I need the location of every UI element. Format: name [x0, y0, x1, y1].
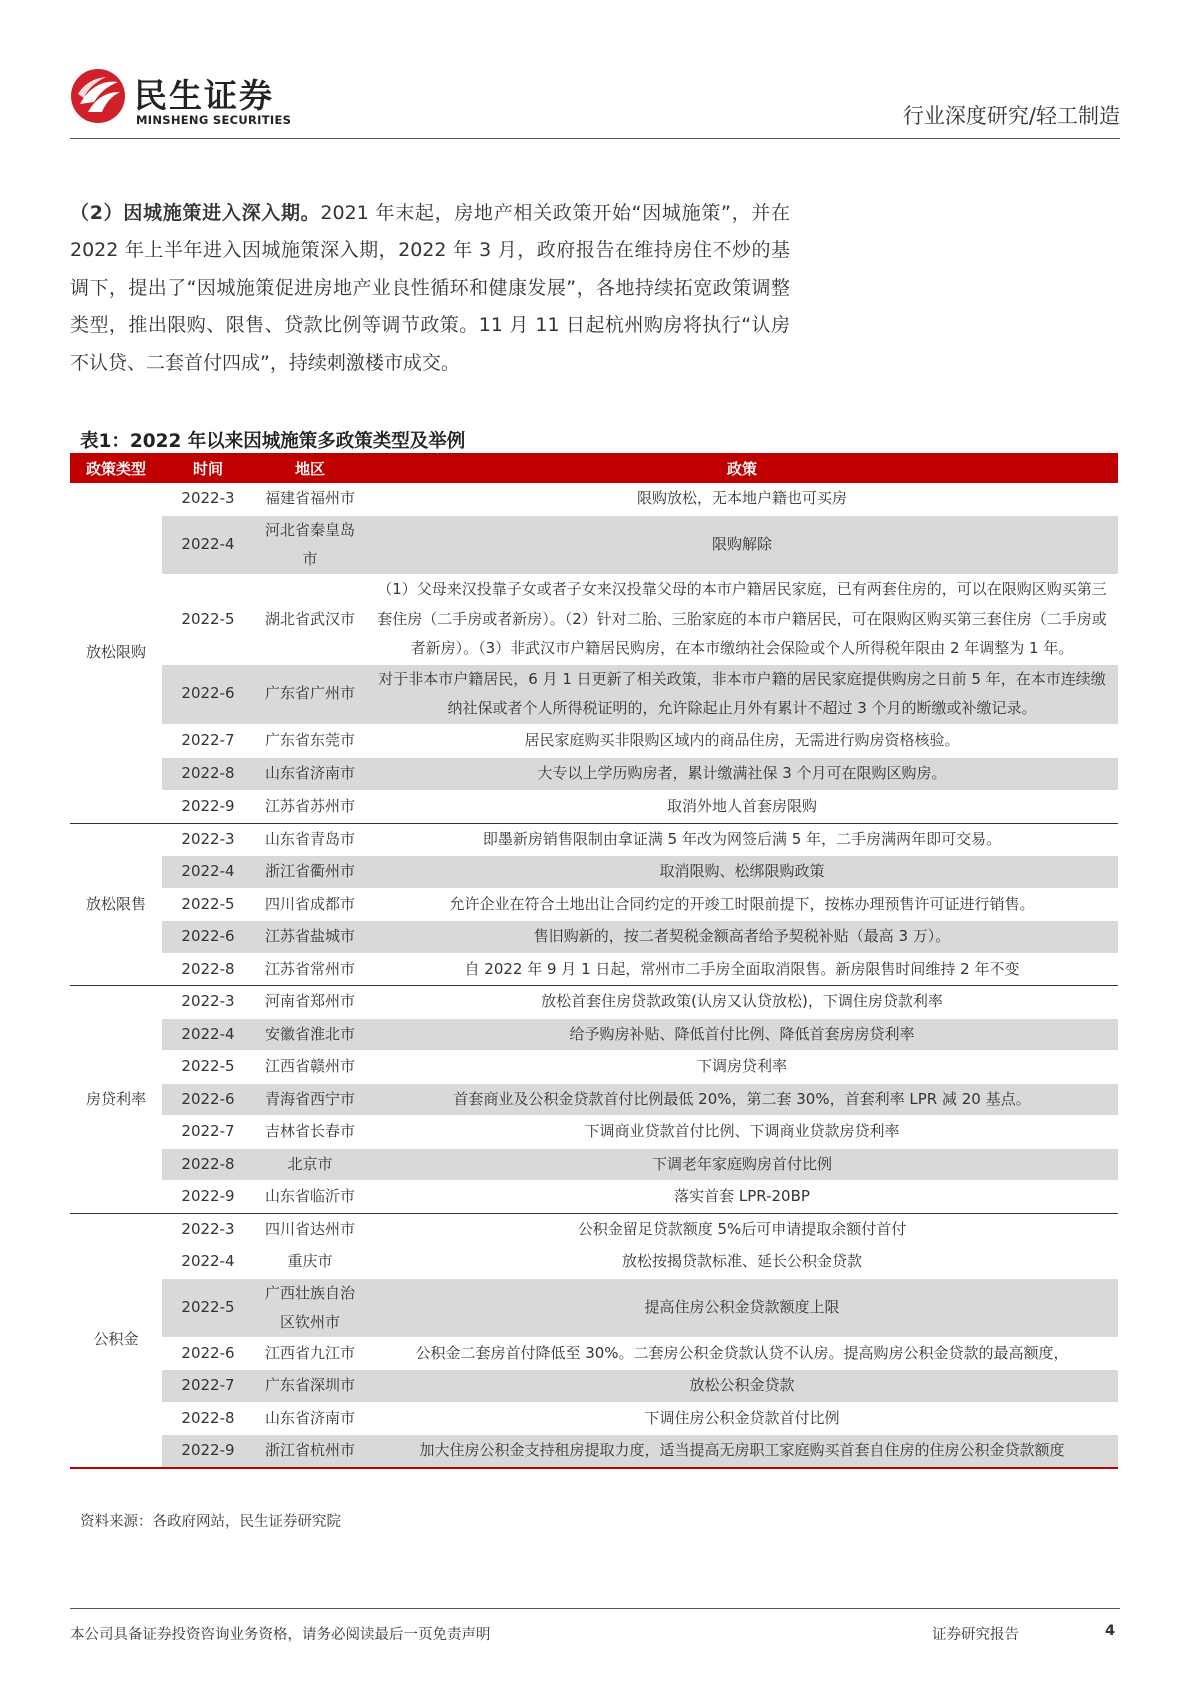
time-cell: 2022-9 [162, 1181, 254, 1214]
time-cell: 2022-7 [162, 1370, 254, 1403]
policy-cell: 放松公积金贷款 [366, 1370, 1118, 1403]
column-header-region: 地区 [254, 453, 366, 483]
policy-cell: 提高住房公积金贷款额度上限 [366, 1278, 1118, 1337]
policy-cell: 居民家庭购买非限购区域内的商品住房，无需进行购房资格核验。 [366, 724, 1118, 757]
time-cell: 2022-5 [162, 575, 254, 665]
policy-cell: 公积金二套房首付降低至 30%。二套房公积金贷款认贷不认房。提高购房公积金贷款的最高额度， [366, 1337, 1118, 1370]
time-cell: 2022-9 [162, 790, 254, 823]
report-section-label: 行业深度研究/轻工制造 [902, 104, 1120, 128]
region-cell: 青海省西宁市 [254, 1083, 366, 1116]
table-row [70, 1051, 1118, 1084]
table-row [70, 516, 1118, 575]
policy-cell: 允许企业在符合土地出让合同约定的开竣工时限前提下，按栋办理预售许可证进行销售。 [366, 888, 1118, 921]
time-cell: 2022-4 [162, 1246, 254, 1279]
policy-cell: 下调老年家庭购房首付比例 [366, 1148, 1118, 1181]
time-cell: 2022-8 [162, 1148, 254, 1181]
page-header [70, 60, 1120, 140]
region-cell: 广东省深圳市 [254, 1370, 366, 1403]
time-cell: 2022-7 [162, 1116, 254, 1149]
table-row [70, 823, 1118, 856]
time-cell: 2022-3 [162, 823, 254, 856]
table-row [70, 664, 1118, 724]
region-cell: 四川省达州市 [254, 1213, 366, 1246]
policy-cell: 加大住房公积金支持租房提取力度，适当提高无房职工家庭购买首套自住房的住房公积金贷款额度 [366, 1435, 1118, 1468]
time-cell: 2022-8 [162, 953, 254, 986]
table-row [70, 888, 1118, 921]
table-row [70, 724, 1118, 757]
policy-cell: 放松按揭贷款标准、延长公积金贷款 [366, 1246, 1118, 1279]
time-cell: 2022-5 [162, 1278, 254, 1337]
category-cell: 放松限购 [70, 483, 162, 823]
region-cell: 河北省秦皇岛市 [254, 516, 366, 575]
time-cell: 2022-6 [162, 1083, 254, 1116]
category-cell: 公积金 [70, 1213, 162, 1468]
table-row [70, 790, 1118, 823]
policy-cell: 取消外地人首套房限购 [366, 790, 1118, 823]
header-divider [70, 138, 1120, 139]
policy-cell: 下调房贷利率 [366, 1051, 1118, 1084]
policy-cell: 给予购房补贴、降低首付比例、降低首套房房贷利率 [366, 1018, 1118, 1051]
region-cell: 河南省郑州市 [254, 986, 366, 1019]
table-row [70, 1337, 1118, 1370]
region-cell: 湖北省武汉市 [254, 575, 366, 665]
table-title: 表1：2022 年以来因城施策多政策类型及举例 [80, 431, 466, 452]
table-row [70, 1148, 1118, 1181]
time-cell: 2022-8 [162, 757, 254, 790]
policy-cell: 下调住房公积金贷款首付比例 [366, 1402, 1118, 1435]
time-cell: 2022-9 [162, 1435, 254, 1468]
region-cell: 北京市 [254, 1148, 366, 1181]
table-row [70, 575, 1118, 665]
time-cell: 2022-3 [162, 1213, 254, 1246]
time-cell: 2022-6 [162, 921, 254, 954]
table-row [70, 1278, 1118, 1337]
paragraph-lead: （2）因城施策进入深入期。 [70, 202, 321, 224]
region-cell: 福建省福州市 [254, 483, 366, 516]
table-row [70, 1370, 1118, 1403]
time-cell: 2022-6 [162, 1337, 254, 1370]
time-cell: 2022-4 [162, 856, 254, 889]
table-row [70, 1083, 1118, 1116]
table-row [70, 986, 1118, 1019]
table-row [70, 1213, 1118, 1246]
table-row [70, 1181, 1118, 1214]
category-cell: 房贷利率 [70, 986, 162, 1214]
time-cell: 2022-7 [162, 724, 254, 757]
region-cell: 浙江省杭州市 [254, 1435, 366, 1468]
region-cell: 重庆市 [254, 1246, 366, 1279]
region-cell: 浙江省衢州市 [254, 856, 366, 889]
policy-cell: 下调商业贷款首付比例、下调商业贷款房贷利率 [366, 1116, 1118, 1149]
table-row [70, 1018, 1118, 1051]
body-paragraph [70, 195, 790, 382]
logo-english-name: MINSHENG SECURITIES [136, 113, 292, 127]
policy-cell: 取消限购、松绑限购政策 [366, 856, 1118, 889]
time-cell: 2022-4 [162, 516, 254, 575]
table-row [70, 953, 1118, 986]
time-cell: 2022-3 [162, 986, 254, 1019]
region-cell: 江苏省盐城市 [254, 921, 366, 954]
policy-cell: 限购放松，无本地户籍也可买房 [366, 483, 1118, 516]
table-row [70, 483, 1118, 516]
column-header-policy: 政策 [366, 453, 1118, 483]
policy-cell: 公积金留足贷款额度 5%后可申请提取余额付首付 [366, 1213, 1118, 1246]
time-cell: 2022-3 [162, 483, 254, 516]
policy-cell: 对于非本市户籍居民，6 月 1 日更新了相关政策，非本市户籍的居民家庭提供购房之日前 5 年，在本市连续缴纳社保或者个人所得税证明的，允许除起止月外有累计不超过 3 个月的断缴或补缴记录。 [366, 664, 1118, 724]
region-cell: 山东省济南市 [254, 1402, 366, 1435]
policy-cell: 即墨新房销售限制由拿证满 5 年改为网签后满 5 年，二手房满两年即可交易。 [366, 823, 1118, 856]
region-cell: 广东省广州市 [254, 664, 366, 724]
table-row [70, 1402, 1118, 1435]
table-header-row [70, 453, 1118, 483]
region-cell: 广东省东莞市 [254, 724, 366, 757]
footer-divider [70, 1608, 1120, 1609]
disclaimer-note: 本公司具备证券投资咨询业务资格，请务必阅读最后一页免责声明 [70, 1627, 491, 1643]
time-cell: 2022-4 [162, 1018, 254, 1051]
region-cell: 四川省成都市 [254, 888, 366, 921]
minsheng-logo-icon [70, 68, 126, 124]
table-row [70, 1435, 1118, 1468]
column-header-type: 政策类型 [70, 453, 162, 483]
time-cell: 2022-6 [162, 664, 254, 724]
time-cell: 2022-5 [162, 888, 254, 921]
policy-cell: 大专以上学历购房者，累计缴满社保 3 个月可在限购区购房。 [366, 757, 1118, 790]
time-cell: 2022-5 [162, 1051, 254, 1084]
page-number: 4 [1105, 1623, 1116, 1639]
time-cell: 2022-8 [162, 1402, 254, 1435]
region-cell: 安徽省淮北市 [254, 1018, 366, 1051]
table-row [70, 1246, 1118, 1279]
paragraph-text: 2021 年末起，房地产相关政策开始“因城施策”，并在 2022 年上半年进入因城施策深入期，2022 年 3 月，政府报告在维持房住不炒的基调下，提出了“因城施策促进房地产业良性循环和健康发展”，各地持续拓宽政策调整类型，推出限购、限售、贷款比例等调节政策。11 月 11 日起杭州购房将执行“认房不认贷、二套首付四成”，持续刺激楼市成交。 [70, 202, 790, 374]
region-cell: 江西省九江市 [254, 1337, 366, 1370]
region-cell: 广西壮族自治区钦州市 [254, 1278, 366, 1337]
policy-cell: 首套商业及公积金贷款首付比例最低 20%，第二套 30%，首套利率 LPR 减 20 基点。 [366, 1083, 1118, 1116]
policy-cell: 自 2022 年 9 月 1 日起，常州市二手房全面取消限售。新房限售时间维持 2 年不变 [366, 953, 1118, 986]
column-header-time: 时间 [162, 453, 254, 483]
policy-cell: 放松首套住房贷款政策(认房又认贷放松)，下调住房贷款利率 [366, 986, 1118, 1019]
policy-cell: 限购解除 [366, 516, 1118, 575]
table-row [70, 856, 1118, 889]
region-cell: 江苏省苏州市 [254, 790, 366, 823]
table-row [70, 757, 1118, 790]
region-cell: 江苏省常州市 [254, 953, 366, 986]
policy-table [70, 453, 1118, 1469]
region-cell: 山东省青岛市 [254, 823, 366, 856]
region-cell: 江西省赣州市 [254, 1051, 366, 1084]
policy-cell: 落实首套 LPR-20BP [366, 1181, 1118, 1214]
region-cell: 山东省临沂市 [254, 1181, 366, 1214]
policy-cell: （1）父母来汉投靠子女或者子女来汉投靠父母的本市户籍居民家庭，已有两套住房的，可以在限购区购买第三套住房（二手房或者新房）。（2）针对二胎、三胎家庭的本市户籍居民，可在限购区购买第三套住房（二手房或者新房）。（3）非武汉市户籍居民购房，在本市缴纳社会保险或个人所得税年限由 2 年调整为 1 年。 [366, 575, 1118, 665]
region-cell: 山东省济南市 [254, 757, 366, 790]
report-type-label: 证券研究报告 [932, 1627, 1019, 1643]
table-row [70, 1116, 1118, 1149]
table-source-note: 资料来源：各政府网站，民生证券研究院 [80, 1514, 341, 1530]
table-row [70, 921, 1118, 954]
logo-chinese-name: 民生证券 [134, 76, 274, 115]
policy-cell: 售旧购新的，按二者契税金额高者给予契税补贴（最高 3 万）。 [366, 921, 1118, 954]
region-cell: 吉林省长春市 [254, 1116, 366, 1149]
category-cell: 放松限售 [70, 823, 162, 986]
